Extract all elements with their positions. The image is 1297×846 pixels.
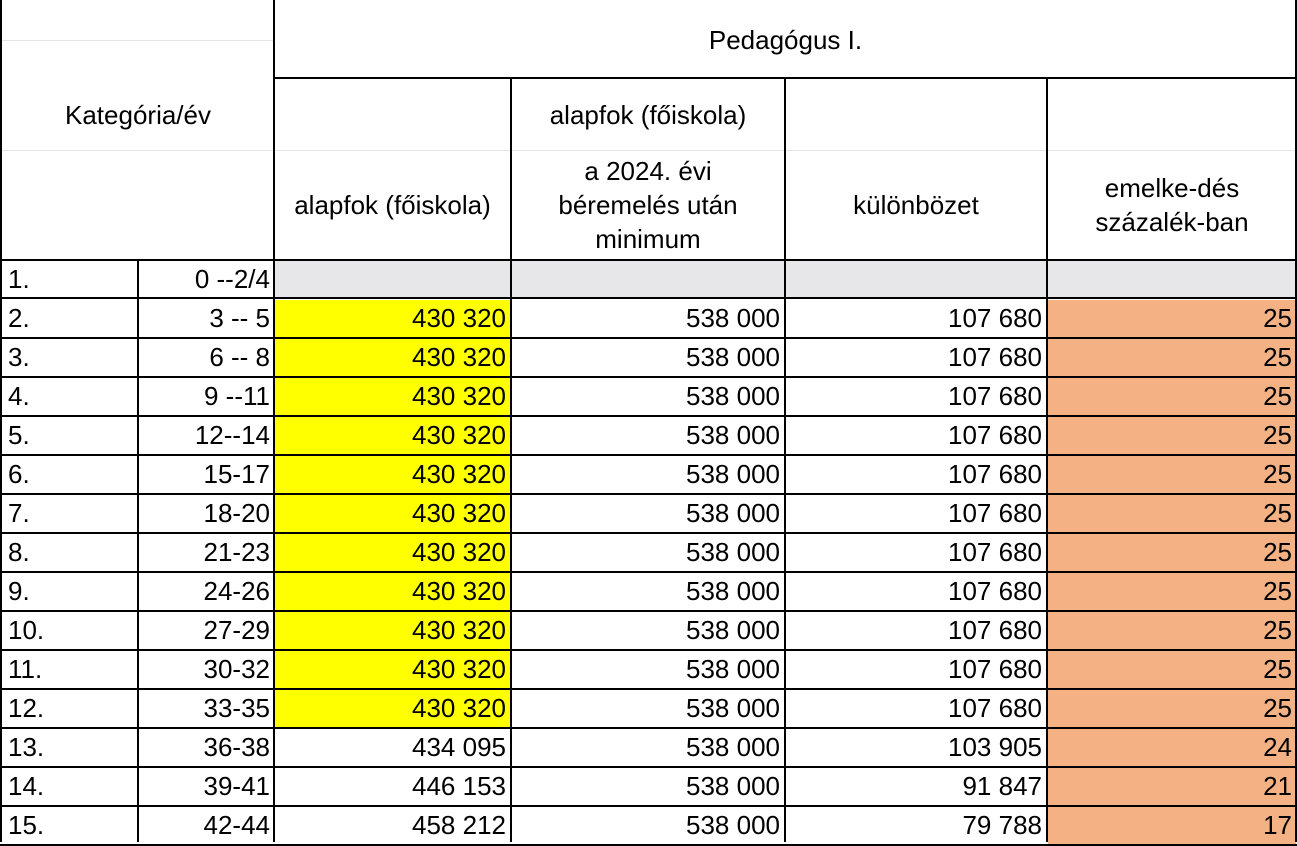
minimum-salary-cell: 538 000 xyxy=(686,771,780,801)
gridline xyxy=(2,40,274,41)
percent-cell: 25 xyxy=(1048,690,1296,727)
gridline xyxy=(786,150,1046,151)
minimum-salary-cell: 538 000 xyxy=(686,420,780,450)
difference-cell: 107 680 xyxy=(948,576,1042,606)
row-range: 36-38 xyxy=(203,732,270,762)
percent-cell: 25 xyxy=(1048,534,1296,571)
difference-cell: 107 680 xyxy=(948,693,1042,723)
base-salary-cell: 430 320 xyxy=(275,417,510,454)
percent-cell: 25 xyxy=(1048,612,1296,649)
gridline xyxy=(0,649,1297,651)
difference-cell: 107 680 xyxy=(948,303,1042,333)
percent-cell: 25 xyxy=(1048,495,1296,532)
row-range: 30-32 xyxy=(203,654,270,684)
gridline xyxy=(510,77,512,842)
row-range: 18-20 xyxy=(203,498,270,528)
gridline xyxy=(2,150,274,151)
row-index: 10. xyxy=(8,615,45,645)
gridline xyxy=(0,571,1297,573)
row-index: 5. xyxy=(8,420,30,450)
gridline xyxy=(1048,150,1296,151)
group-header: alapfok (főiskola) xyxy=(549,100,747,130)
base-salary-cell: 430 320 xyxy=(275,651,510,688)
minimum-salary-cell: 538 000 xyxy=(686,381,780,411)
base-salary-cell: 430 320 xyxy=(275,456,510,493)
minimum-salary-cell: 538 000 xyxy=(686,576,780,606)
table-title: Pedagógus I. xyxy=(708,25,863,55)
row-index: 12. xyxy=(8,693,45,723)
minimum-salary-cell: 538 000 xyxy=(686,342,780,372)
row-range: 42-44 xyxy=(203,810,270,840)
difference-cell: 91 847 xyxy=(962,771,1042,801)
row-index: 2. xyxy=(8,303,30,333)
gridline xyxy=(0,688,1297,690)
minimum-salary-cell: 538 000 xyxy=(686,810,780,840)
row-index: 4. xyxy=(8,381,30,411)
percent-cell: 25 xyxy=(1048,417,1296,454)
difference-cell: 107 680 xyxy=(948,654,1042,684)
difference-cell: 107 680 xyxy=(948,537,1042,567)
percent-cell: 25 xyxy=(1048,651,1296,688)
gridline xyxy=(0,259,1297,261)
base-salary-cell: 430 320 xyxy=(275,573,510,610)
gridline xyxy=(273,0,275,842)
row-range: 15-17 xyxy=(203,459,270,489)
base-salary-cell: 430 320 xyxy=(275,690,510,727)
gridline xyxy=(0,610,1297,612)
row-index: 15. xyxy=(8,810,45,840)
percent-cell: 17 xyxy=(1048,807,1296,844)
minimum-salary-cell: 538 000 xyxy=(686,459,780,489)
gridline xyxy=(0,415,1297,417)
gridline xyxy=(0,454,1297,456)
base-salary-cell: 446 153 xyxy=(412,771,506,801)
row-index: 1. xyxy=(8,264,30,294)
minimum-salary-cell: 538 000 xyxy=(686,303,780,333)
row-range: 21-23 xyxy=(203,537,270,567)
base-salary-cell: 430 320 xyxy=(275,612,510,649)
gridline xyxy=(0,805,1297,807)
row-index: 6. xyxy=(8,459,30,489)
gridline xyxy=(0,493,1297,495)
gridline xyxy=(1046,77,1048,842)
row-range: 24-26 xyxy=(203,576,270,606)
minimum-salary-cell: 538 000 xyxy=(686,654,780,684)
base-salary-cell: 434 095 xyxy=(412,732,506,762)
difference-cell: 107 680 xyxy=(948,342,1042,372)
category-header: Kategória/év xyxy=(65,100,211,130)
row-index: 9. xyxy=(8,576,30,606)
row-range: 0 --2/4 xyxy=(194,264,270,294)
gridline xyxy=(512,150,784,151)
percent-cell: 24 xyxy=(1048,729,1296,766)
difference-cell: 79 788 xyxy=(962,810,1042,840)
gridline xyxy=(784,77,786,842)
gridline xyxy=(0,727,1297,729)
minimum-salary-cell: 538 000 xyxy=(686,498,780,528)
percent-header: emelke-dés százalék-ban xyxy=(1095,173,1249,237)
percent-cell: 25 xyxy=(1048,573,1296,610)
row-range: 39-41 xyxy=(203,771,270,801)
base-salary-cell: 458 212 xyxy=(412,810,506,840)
row-range: 12--14 xyxy=(194,420,270,450)
gridline xyxy=(137,259,139,842)
base-salary-cell: 430 320 xyxy=(275,339,510,376)
gridline xyxy=(0,297,1297,299)
base-salary-cell: 430 320 xyxy=(275,378,510,415)
row-index: 7. xyxy=(8,498,30,528)
gridline xyxy=(275,77,1297,79)
row-index: 14. xyxy=(8,771,45,801)
row-range: 9 --11 xyxy=(204,381,270,411)
row-range: 33-35 xyxy=(203,693,270,723)
row-range: 3 -- 5 xyxy=(209,303,270,333)
gridline xyxy=(0,0,2,842)
base-salary-header: alapfok (főiskola) xyxy=(294,190,491,220)
base-salary-cell: 430 320 xyxy=(275,300,510,337)
difference-cell: 107 680 xyxy=(948,498,1042,528)
row-index: 13. xyxy=(8,732,45,762)
row-index: 3. xyxy=(8,342,30,372)
difference-cell: 103 905 xyxy=(948,732,1042,762)
minimum-salary-cell: 538 000 xyxy=(686,693,780,723)
row-range: 27-29 xyxy=(203,615,270,645)
percent-cell: 25 xyxy=(1048,456,1296,493)
row-index: 8. xyxy=(8,537,30,567)
percent-cell: 25 xyxy=(1048,339,1296,376)
difference-header: különbözet xyxy=(853,190,979,220)
minimum-salary-cell: 538 000 xyxy=(686,732,780,762)
percent-cell: 21 xyxy=(1048,768,1296,805)
difference-cell: 107 680 xyxy=(948,459,1042,489)
gridline xyxy=(0,766,1297,768)
base-salary-cell: 430 320 xyxy=(275,534,510,571)
percent-cell: 25 xyxy=(1048,300,1296,337)
row-range: 6 -- 8 xyxy=(209,342,270,372)
gridline xyxy=(0,337,1297,339)
base-salary-cell: 430 320 xyxy=(275,495,510,532)
gridline xyxy=(0,532,1297,534)
difference-cell: 107 680 xyxy=(948,615,1042,645)
difference-cell: 107 680 xyxy=(948,420,1042,450)
percent-cell: 25 xyxy=(1048,378,1296,415)
minimum-salary-header: a 2024. évi béremelés után minimum xyxy=(558,156,738,254)
gridline xyxy=(0,376,1297,378)
minimum-salary-cell: 538 000 xyxy=(686,615,780,645)
difference-cell: 107 680 xyxy=(948,381,1042,411)
row-index: 11. xyxy=(8,654,43,684)
minimum-salary-cell: 538 000 xyxy=(686,537,780,567)
gridline xyxy=(275,150,510,151)
